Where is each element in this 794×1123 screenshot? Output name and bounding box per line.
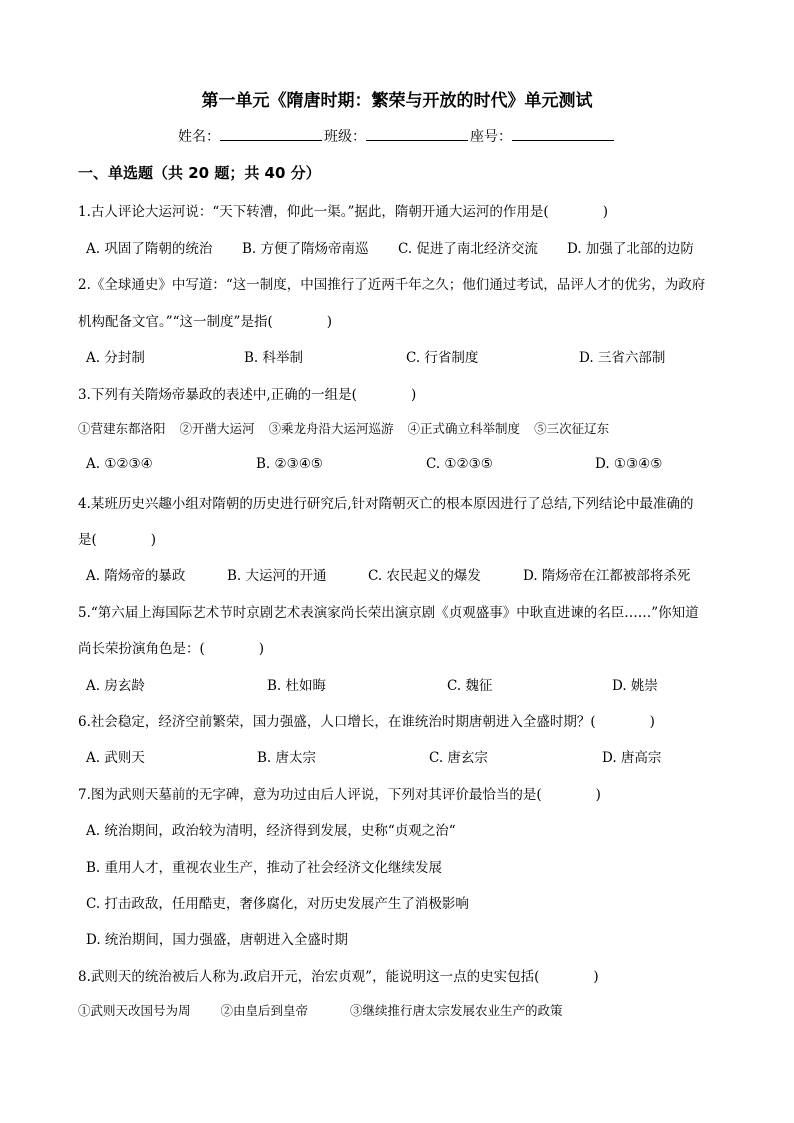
- statement-item: ②由皇后到皇帝: [220, 1003, 309, 1018]
- option-b: B. 杜如晦: [267, 678, 327, 694]
- option-c: C. 魏征: [447, 678, 493, 694]
- option-d: D. 姚崇: [612, 678, 658, 694]
- option-a: A. 房玄龄: [86, 678, 145, 694]
- option-c: C. ①②③⑤: [426, 456, 493, 472]
- option-b: B. 重用人才，重视农业生产，推动了社会经济文化继续发展: [86, 860, 443, 876]
- option-b: B. 方便了隋炀帝南巡: [242, 241, 369, 257]
- question-2-stem-cont: 机构配备文官。”“这一制度”是指( ): [78, 314, 332, 330]
- option-a: A. 隋炀帝的暴政: [86, 568, 186, 584]
- option-a: A. 巩固了隋朝的统治: [86, 241, 213, 257]
- option-d: D. 加强了北部的边防: [567, 241, 694, 257]
- option-d: D. 隋炀帝在江都被部将杀死: [523, 568, 691, 584]
- question-8-items: [78, 1001, 728, 1019]
- statement-item: ③继续推行唐太宗发展农业生产的政策: [350, 1003, 563, 1018]
- name-label: 姓名：: [178, 129, 220, 145]
- class-label: 班级：: [324, 129, 366, 145]
- option-d: D. 统治期间，国力强盛，唐朝进入全盛时期: [86, 932, 348, 948]
- question-4-stem-cont: 是( ): [78, 532, 157, 548]
- option-a: A. ①②③④: [86, 456, 153, 472]
- question-5-stem: 5.“第六届上海国际艺术节时京剧艺术表演家尚长荣出演京剧《贞观盛事》中耿直进谏的名臣……”你知道: [78, 605, 699, 621]
- statement-item: ⑤三次征辽东: [534, 421, 610, 436]
- seat-label: 座号：: [470, 129, 512, 145]
- question-4-stem: 4.某班历史兴趣小组对隋朝的历史进行研究后,针对隋朝灭亡的根本原因进行了总结,下列结论中最准确的: [78, 496, 694, 512]
- question-5-stem-cont: 尚长荣扮演角色是：( ): [78, 641, 265, 657]
- question-3-items: [78, 419, 728, 437]
- seat-blank: [512, 126, 614, 141]
- option-c: C. 打击政敌，任用酷吏，奢侈腐化，对历史发展产生了消极影响: [86, 896, 469, 912]
- option-c: C. 农民起义的爆发: [368, 568, 481, 584]
- option-a: A. 统治期间，政治较为清明，经济得到发展，史称“贞观之治“: [86, 823, 456, 839]
- option-a: A. 武则天: [86, 750, 145, 766]
- statement-item: ①武则天改国号为周: [78, 1003, 191, 1018]
- statement-item: ②开凿大运河: [179, 421, 255, 436]
- option-a: A. 分封制: [86, 350, 145, 366]
- option-d: D. 三省六部制: [579, 350, 666, 366]
- question-1-stem: 1.古人评论大运河说：“天下转漕，仰此一渠。”据此，隋朝开通大运河的作用是( ): [78, 204, 608, 220]
- statement-item: ①营建东都洛阳: [78, 421, 166, 436]
- option-b: B. 唐太宗: [257, 750, 317, 766]
- question-3-stem: 3.下列有关隋炀帝暴政的表述中,正确的一组是( ): [78, 387, 417, 403]
- question-2-stem: 2.《全球通史》中写道：“这一制度，中国推行了近两千年之久；他们通过考试，品评人才的优劣，为政府: [78, 277, 706, 293]
- name-blank: [220, 126, 322, 141]
- option-d: D. 唐高宗: [602, 750, 662, 766]
- page-title: 第一单元《隋唐时期：繁荣与开放的时代》单元测试: [201, 91, 593, 111]
- option-d: D. ①③④⑤: [595, 456, 663, 472]
- option-c: C. 促进了南北经济交流: [398, 241, 538, 257]
- question-6-stem: 6.社会稳定，经济空前繁荣，国力强盛，人口增长，在谁统治时期唐朝进入全盛时期？( ): [78, 714, 655, 730]
- option-b: B. 科举制: [244, 350, 304, 366]
- question-8-stem: 8.武则天的统治被后人称为.政启开元，治宏贞观”，能说明这一点的史实包括( ): [78, 969, 599, 985]
- option-b: B. ②③④⑤: [256, 456, 323, 472]
- statement-item: ③乘龙舟沿大运河巡游: [268, 421, 394, 436]
- section-heading: 一、单选题（共 20 题；共 40 分）: [78, 164, 321, 182]
- option-c: C. 行省制度: [406, 350, 479, 366]
- student-info: [0, 126, 794, 146]
- option-c: C. 唐玄宗: [429, 750, 488, 766]
- option-b: B. 大运河的开通: [227, 568, 327, 584]
- statement-item: ④正式确立科举制度: [407, 421, 521, 436]
- question-7-stem: 7.图为武则天墓前的无字碑，意为功过由后人评说，下列对其评价最恰当的是( ): [78, 787, 601, 803]
- class-blank: [366, 126, 468, 141]
